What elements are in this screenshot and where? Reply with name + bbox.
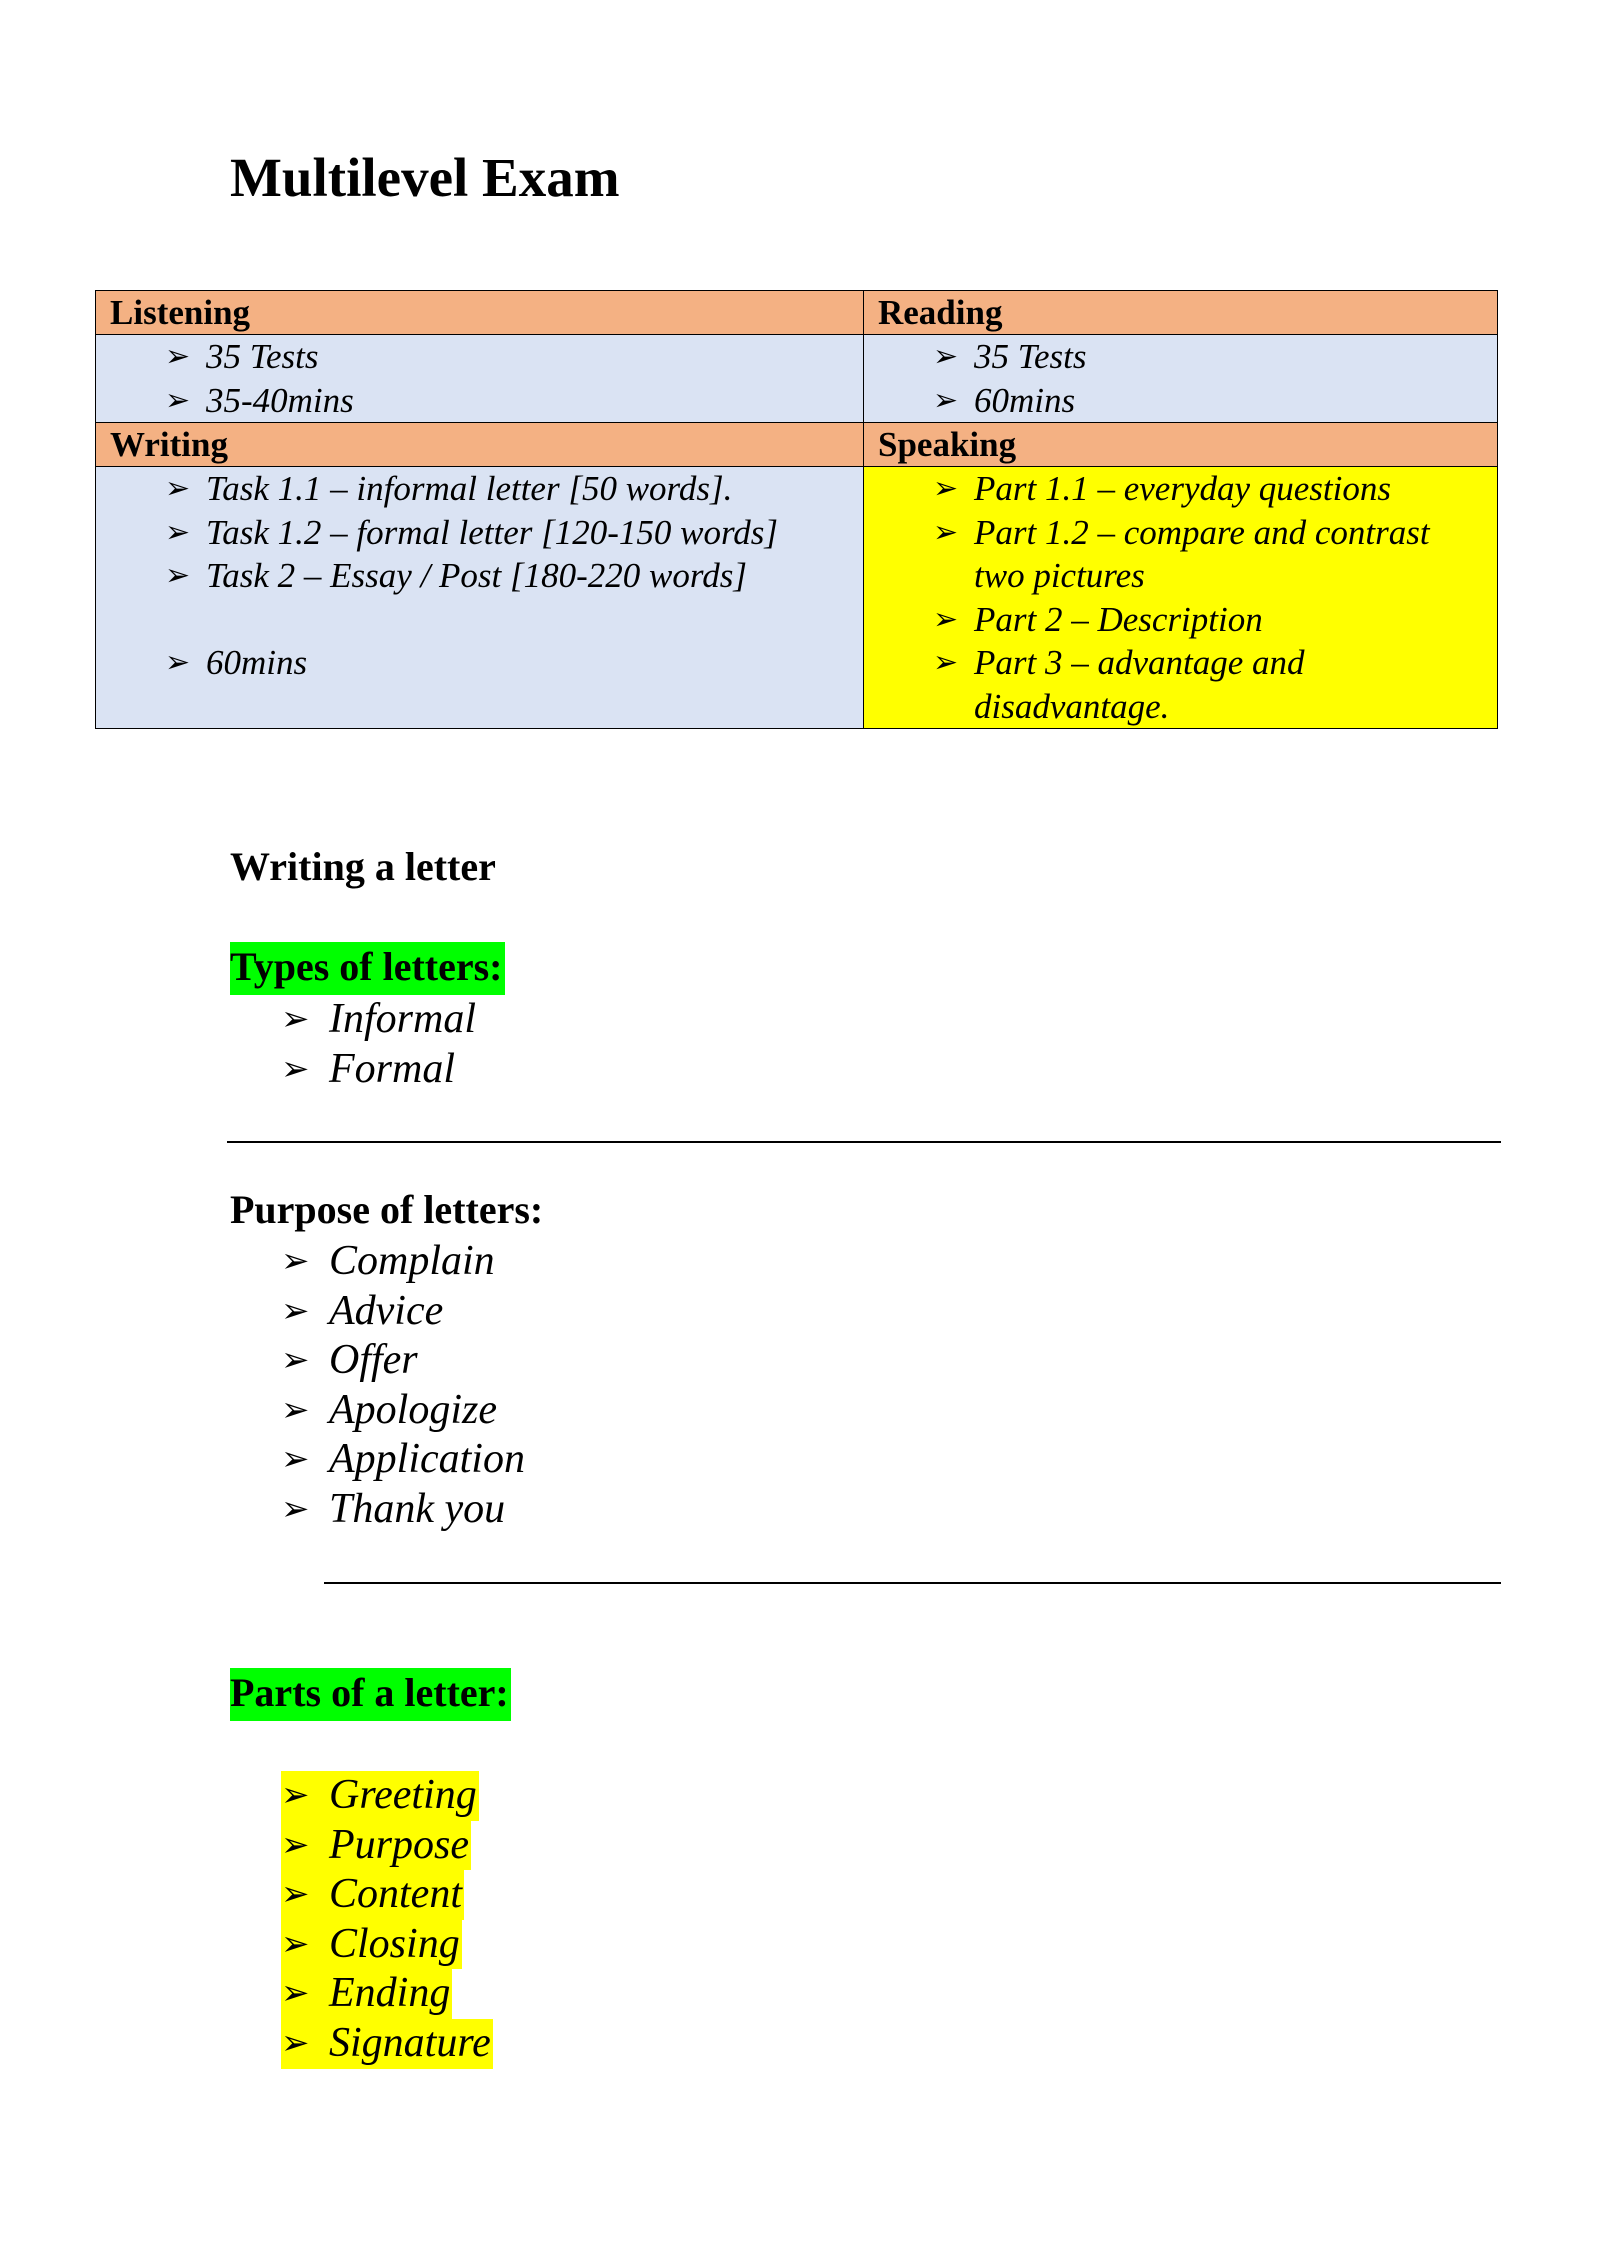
arrowhead-bullet-icon: ➢ (281, 1441, 310, 1479)
purpose-heading: Purpose of letters: (230, 1187, 544, 1232)
list-item: ➢ Thank you (281, 1485, 525, 1535)
list-item: ➢ Informal (281, 995, 476, 1045)
arrowhead-bullet-icon: ➢ (165, 340, 191, 373)
list-item: ➢ Part 1.1 – everyday questions (878, 467, 1497, 511)
arrowhead-bullet-icon: ➢ (281, 1391, 310, 1429)
speaking-cell (864, 467, 1498, 729)
list-item: ➢ Purpose (281, 1821, 471, 1871)
list-item: ➢ Offer (281, 1336, 525, 1386)
list-item: ➢ Signature (281, 2019, 493, 2069)
arrowhead-bullet-icon: ➢ (281, 1243, 310, 1280)
listening-list (110, 335, 863, 422)
list-item: ➢ Ending (281, 1969, 452, 2019)
exam-overview-table (95, 290, 1498, 729)
list-item: ➢ 35 Tests (110, 335, 863, 379)
table-row (96, 423, 1498, 467)
arrowhead-bullet-icon: ➢ (933, 515, 959, 549)
arrowhead-bullet-icon: ➢ (165, 646, 191, 679)
page-title: Multilevel Exam (230, 147, 620, 208)
list-item: ➢ Content (281, 1870, 464, 1920)
parts-list (281, 1771, 493, 2069)
arrowhead-bullet-icon: ➢ (281, 1777, 310, 1814)
arrowhead-bullet-icon: ➢ (281, 1975, 310, 2013)
table-row (96, 467, 1498, 729)
arrowhead-bullet-icon: ➢ (933, 472, 959, 505)
list-item: ➢ Closing (281, 1920, 462, 1970)
list-item: ➢ Task 1.2 – formal letter [120-150 words] (110, 511, 863, 555)
list-item: ➢ Greeting (281, 1771, 479, 1821)
writing-letter-heading: Writing a letter (230, 844, 496, 889)
divider (227, 1141, 1501, 1143)
arrowhead-bullet-icon: ➢ (281, 1001, 310, 1038)
types-heading-text: Types of letters: (230, 942, 505, 995)
arrowhead-bullet-icon: ➢ (165, 559, 191, 592)
arrowhead-bullet-icon: ➢ (281, 2024, 310, 2062)
speaking-list (878, 467, 1497, 728)
list-item: ➢ Apologize (281, 1386, 525, 1436)
arrowhead-bullet-icon: ➢ (281, 1925, 310, 1963)
arrowhead-bullet-icon: ➢ (933, 646, 959, 679)
table-row (96, 291, 1498, 335)
list-item: ➢ 35 Tests (878, 335, 1497, 379)
list-item: ➢ 60mins (878, 379, 1497, 423)
types-list (281, 995, 476, 1094)
list-item: ➢ Advice (281, 1287, 525, 1337)
types-heading (230, 943, 505, 991)
arrowhead-bullet-icon: ➢ (281, 1292, 310, 1330)
arrowhead-bullet-icon: ➢ (281, 1826, 310, 1864)
arrowhead-bullet-icon: ➢ (165, 383, 191, 417)
arrowhead-bullet-icon: ➢ (933, 340, 959, 373)
arrowhead-bullet-icon: ➢ (165, 515, 191, 549)
reading-list (878, 335, 1497, 422)
arrowhead-bullet-icon: ➢ (165, 472, 191, 505)
arrowhead-bullet-icon: ➢ (933, 602, 959, 636)
divider (324, 1582, 1501, 1584)
spacer (110, 598, 863, 642)
list-item: ➢ Application (281, 1435, 525, 1485)
parts-heading (230, 1669, 511, 1717)
purpose-list (281, 1237, 525, 1535)
list-item: ➢ Task 1.1 – informal letter [50 words]. (110, 467, 863, 511)
listening-header: Listening (96, 291, 864, 335)
list-item: ➢ 35-40mins (110, 379, 863, 423)
arrowhead-bullet-icon: ➢ (281, 1490, 310, 1528)
table-row (96, 335, 1498, 423)
list-item: ➢ Part 1.2 – compare and contrast two pictures (933, 512, 1430, 595)
writing-header: Writing (96, 423, 864, 467)
arrowhead-bullet-icon: ➢ (933, 383, 959, 417)
listening-cell (96, 335, 864, 423)
parts-heading-text: Parts of a letter: (230, 1668, 511, 1721)
writing-cell (96, 467, 864, 729)
reading-header: Reading (864, 291, 1498, 335)
list-item: ➢ Task 2 – Essay / Post [180-220 words] (110, 554, 863, 598)
list-item: ➢ 60mins (110, 641, 863, 685)
list-item: ➢ Formal (281, 1045, 476, 1095)
list-item: ➢ Part 3 – advantage and disadvantage. (933, 643, 1305, 726)
list-item: ➢ Complain (281, 1237, 525, 1287)
writing-list (110, 467, 863, 685)
list-item: ➢ Part 2 – Description (878, 598, 1497, 642)
arrowhead-bullet-icon: ➢ (281, 1876, 310, 1914)
reading-cell (864, 335, 1498, 423)
speaking-header: Speaking (864, 423, 1498, 467)
arrowhead-bullet-icon: ➢ (281, 1050, 310, 1088)
arrowhead-bullet-icon: ➢ (281, 1342, 310, 1380)
